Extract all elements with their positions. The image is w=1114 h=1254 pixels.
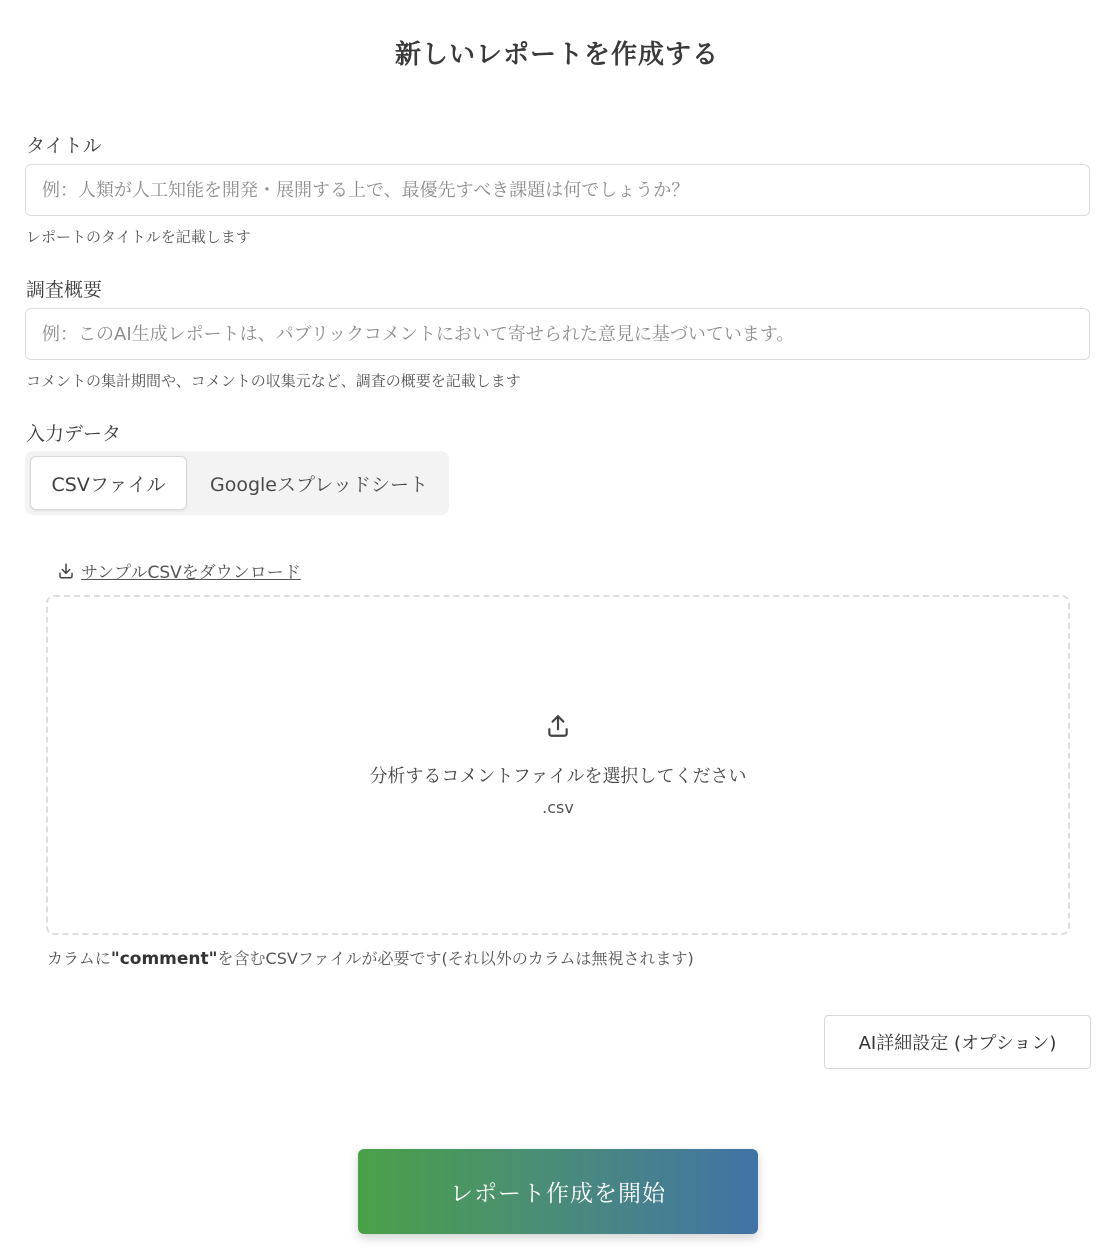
summary-input[interactable] [25, 308, 1090, 360]
csv-note-prefix: カラムに [47, 949, 111, 968]
dropzone-extension: .csv [542, 798, 574, 817]
ai-settings-button[interactable]: AI詳細設定 (オプション) [824, 1015, 1091, 1069]
tab-google-sheets[interactable]: Googleスプレッドシート [209, 473, 429, 496]
input-data-label: 入力データ [26, 423, 122, 445]
dropzone-instruction: 分析するコメントファイルを選択してください [369, 766, 747, 787]
summary-help-text: コメントの集計期間や、コメントの収集元など、調査の概要を記載します [26, 372, 521, 390]
upload-icon [545, 713, 571, 743]
summary-label: 調査概要 [26, 279, 103, 301]
input-source-tabs [25, 451, 449, 515]
title-label: タイトル [26, 135, 102, 157]
tab-csv-file[interactable]: CSVファイル [30, 456, 187, 510]
start-report-button[interactable]: レポート作成を開始 [358, 1149, 758, 1234]
title-input[interactable] [25, 164, 1090, 216]
csv-note-suffix: を含むCSVファイルが必要です(それ以外のカラムは無視されます) [217, 949, 694, 968]
csv-note-column: "comment" [110, 949, 218, 969]
download-icon [57, 562, 75, 580]
csv-dropzone[interactable] [46, 595, 1070, 935]
page-title: 新しいレポートを作成する [394, 40, 719, 70]
download-link-label: サンプルCSVをダウンロード [81, 563, 301, 583]
csv-requirement-note [47, 946, 694, 969]
download-sample-csv-link[interactable] [57, 558, 301, 583]
title-help-text: レポートのタイトルを記載します [26, 228, 251, 246]
